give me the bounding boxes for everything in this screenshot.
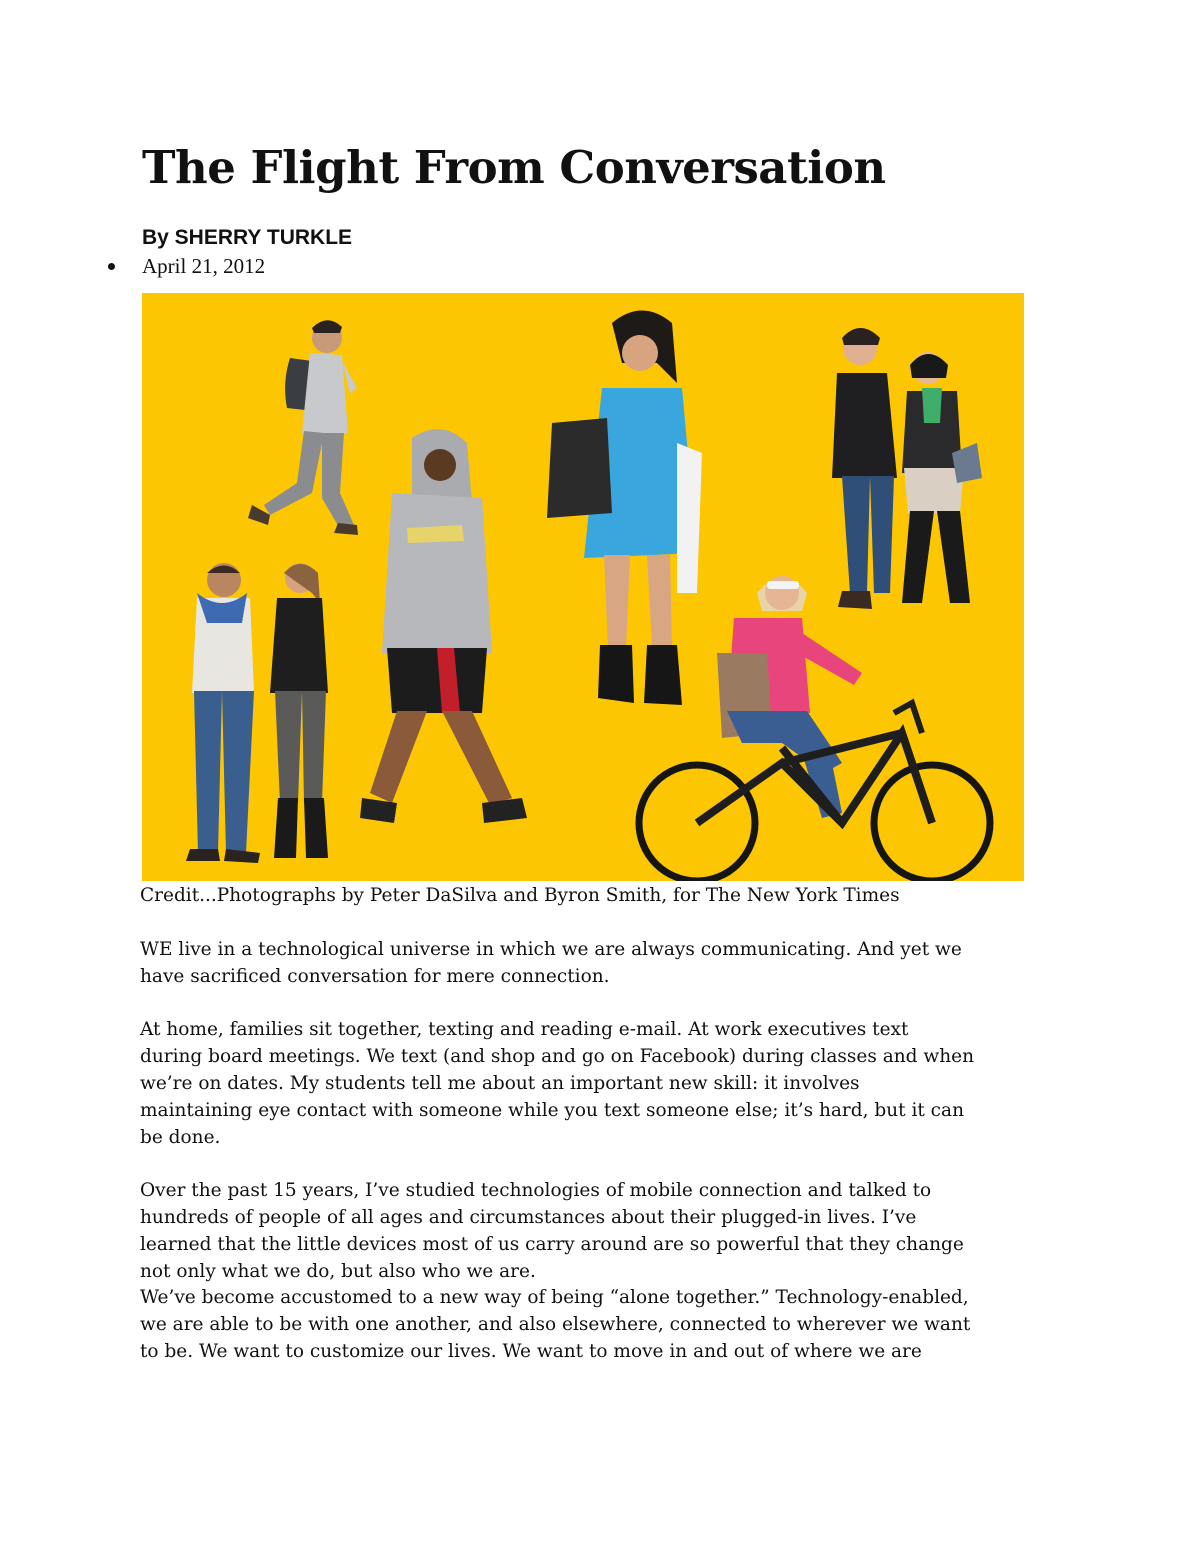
photo-credit: Credit...Photographs by Peter DaSilva and Byron Smith, for The New York Times [140, 885, 900, 906]
bullet-icon [108, 263, 115, 270]
article-paragraph: Over the past 15 years, I’ve studied technologies of mobile connection and talked to hundreds of people of all ages and circumstances about their plugged-in lives. I’ve learned that the little devices most of us carry around are so powerful that they change not only what we do, but also who we are. [140, 1180, 964, 1282]
article-paragraph: We’ve become accustomed to a new way of being “alone together.” Technology-enabled, we are able to be with one another, and also elsewhere, connected to wherever we want to be. We want to customize our lives. We want to move in and out of where we are [140, 1287, 971, 1362]
article-byline: By SHERRY TURKLE [142, 226, 353, 249]
article-body [140, 937, 1080, 1393]
article-paragraph: At home, families sit together, texting and reading e-mail. At work executives text during board meetings. We text (and shop and go on Facebook) during classes and when we’re on dates. My students tell me about an important new skill: it involves maintaining eye contact with someone while you text someone else; it’s hard, but it can be done. [140, 1019, 975, 1148]
article-date: April 21, 2012 [142, 254, 266, 278]
article-photo [142, 293, 1024, 881]
article-paragraph: WE live in a technological universe in which we are always communicating. And yet we have sacrificed conversation for mere connection. [140, 939, 962, 987]
article-title: The Flight From Conversation [142, 141, 886, 194]
date-list-item [108, 253, 508, 279]
